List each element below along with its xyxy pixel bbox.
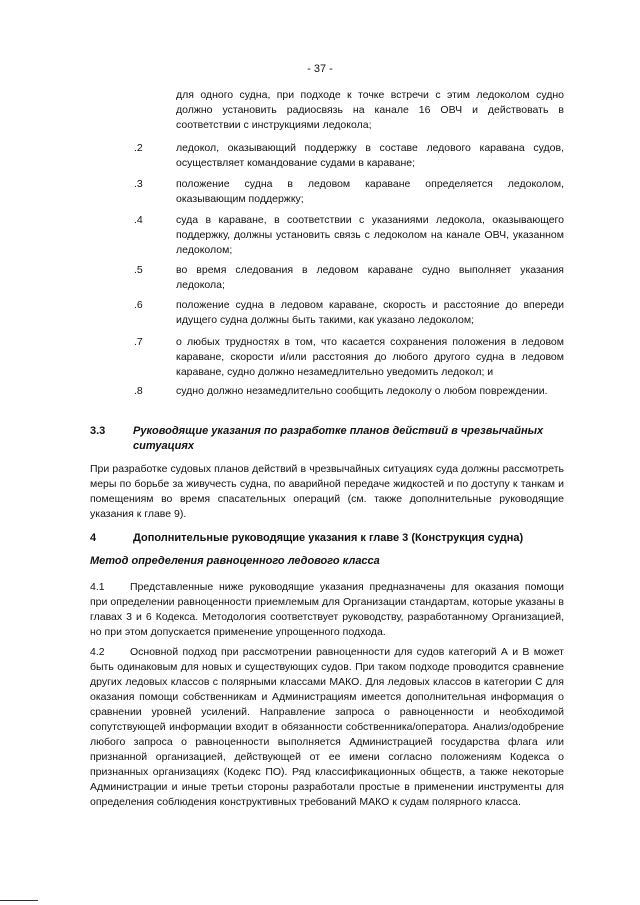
list-item-text: положение судна в ледовом караване определяется ледоколом, оказывающим поддержку;	[176, 178, 564, 205]
footer-divider	[0, 900, 38, 901]
paragraph-4-1	[90, 580, 564, 640]
list-item-number: .4	[134, 214, 143, 226]
section-number: 4	[90, 532, 97, 544]
intro-text: для одного судна, при подходе к точке встречи с этим ледоколом судно должно установить радиосвязь на канале 16 ОВЧ и действовать в соответствии с инструкциями ледокола;	[176, 89, 564, 131]
list-item-text: судно должно незамедлительно сообщить ледоколу о любом повреждении.	[176, 385, 548, 397]
list-item-text: о любых трудностях в том, что касается сохранения положения в ледовом караване, скорости и/или расстояния до любого другого судна в ледовом караване, судно должно незамедлительно уведомить ледокол; и	[176, 336, 564, 378]
list-item-number: .8	[134, 385, 143, 397]
page-number: - 37 -	[307, 63, 333, 75]
list-item-text: во время следования в ледовом караване судно выполняет указания ледокола;	[176, 264, 564, 291]
list-item-number: .2	[134, 142, 143, 154]
section-title: Дополнительные руководящие указания к главе 3 (Конструкция судна)	[133, 532, 524, 544]
section-3-3-body: При разработке судовых планов действий в чрезвычайных ситуациях суда должны рассмотреть меры по борьбе за живучесть судна, по аварийной передаче жидкостей и по доступу к танкам и помещениям во время спасательных операций (см. также дополнительные руководящие указания к главе 9).	[90, 463, 564, 520]
paragraph-text: Представленные ниже руководящие указания предназначены для оказания помощи при определении равноценности приемлемым для Организации стандартам, которые указаны в главах 3 и 6 Кодекса. Методология соответствует руководству, разработанному Организацией, но при этом допускается применение упрощенного подхода.	[90, 581, 564, 638]
list-item-number: .3	[134, 178, 143, 190]
list-item-number: .5	[134, 264, 143, 276]
list-item-text: ледокол, оказывающий поддержку в составе ледового каравана судов, осуществляет командование судами в караване;	[176, 142, 564, 169]
paragraph-number: 4.2	[90, 646, 105, 658]
paragraph-text: Основной подход при рассмотрении равноценности для судов категорий А и В может быть одинаковым для новых и существующих судов. При таком подходе проводится сравнение других ледовых классов с полярными классами МАКО. Для ледовых классов в категории С для оказания помощи собственникам и Администрациям имеется дополнительная информация о сравнении уровней усилений. Направление запроса о равноценности и необходимой сопутствующей информации входит в обязанности собственника/оператора. Анализ/одобрение любого запроса о равноценности выполняется Администрацией государства флага или признанной организацией, действующей от ее имени согласно положениям Кодекса о признанных организациях (Кодекс ПО). Ряд классификационных обществ, а также некоторые Администрации и иные третьи стороны разработали простые в применении инструменты для определения соблюдения конструктивных требований МАКО к судам полярного класса.	[90, 646, 564, 808]
list-item-number: .6	[134, 299, 143, 311]
paragraph-number: 4.1	[90, 581, 105, 593]
section-4-subtitle: Метод определения равноценного ледового класса	[90, 555, 380, 567]
list-item-text: суда в караване, в соответствии с указаниями ледокола, оказывающего поддержку, должны установить связь с ледоколом на канале ОВЧ, указанном ледоколом;	[176, 214, 564, 256]
section-number: 3.3	[90, 425, 106, 437]
list-item-text: положение судна в ледовом караване, скорость и расстояние до впереди идущего судна должны быть такими, как указано ледоколом;	[176, 299, 564, 326]
section-title: Руководящие указания по разработке планов действий в чрезвычайных ситуациях	[133, 425, 544, 452]
list-item-number: .7	[134, 336, 143, 348]
paragraph-4-2	[90, 645, 564, 810]
